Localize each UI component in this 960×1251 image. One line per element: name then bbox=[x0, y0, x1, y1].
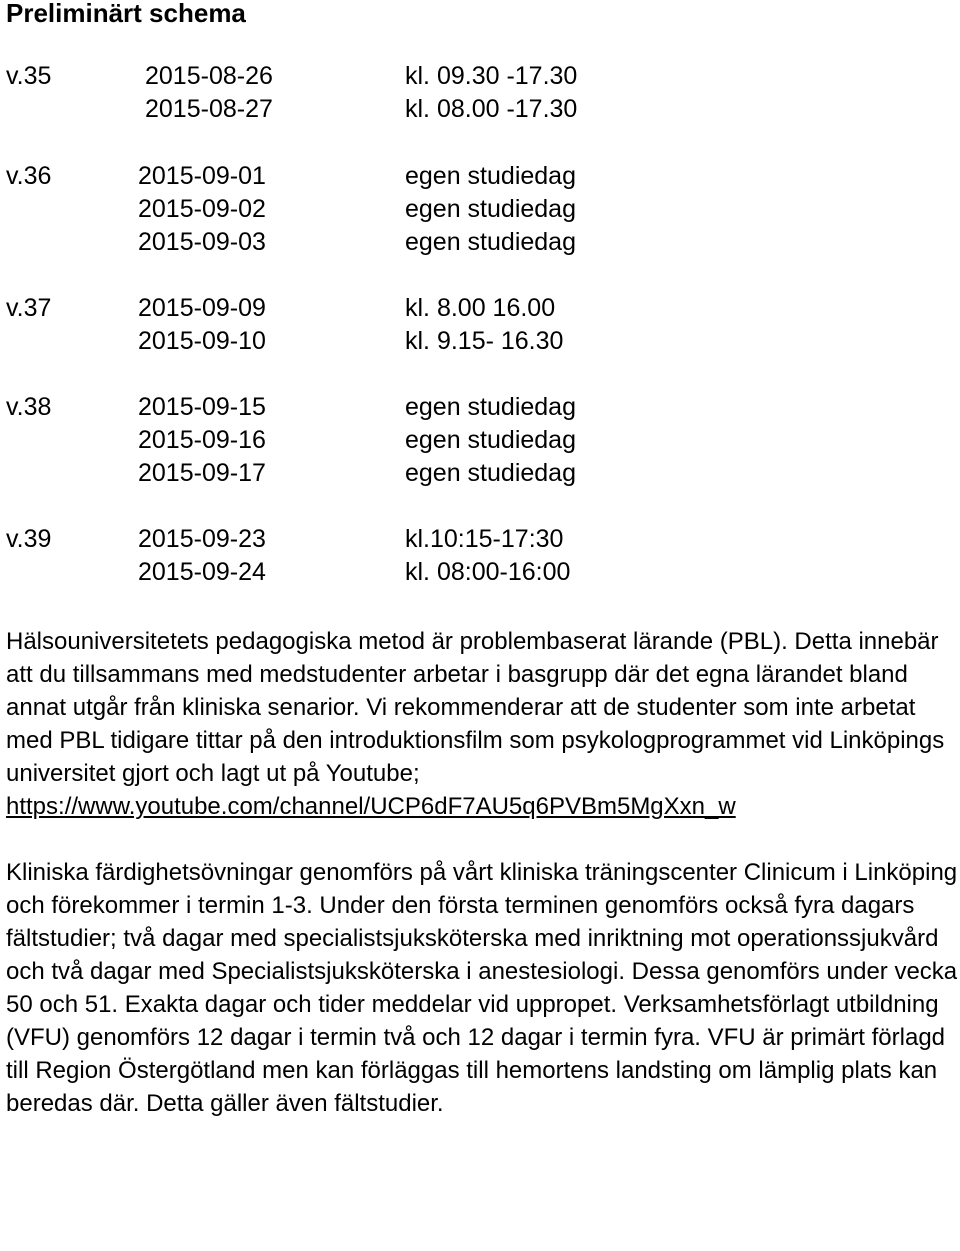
schedule-date: 2015-09-03 bbox=[138, 228, 266, 256]
schedule-date: 2015-09-23 bbox=[138, 525, 266, 553]
week-label: v.37 bbox=[6, 294, 52, 322]
schedule-activity: egen studiedag bbox=[405, 228, 576, 256]
schedule-activity: kl. 9.15- 16.30 bbox=[405, 327, 564, 355]
schedule-activity: kl. 09.30 -17.30 bbox=[405, 62, 578, 90]
body-text bbox=[6, 625, 960, 1120]
schedule-date: 2015-08-27 bbox=[145, 95, 273, 123]
page-title: Preliminärt schema bbox=[6, 0, 246, 28]
schedule-activity: kl. 08.00 -17.30 bbox=[405, 95, 578, 123]
week-label: v.36 bbox=[6, 162, 52, 190]
pbl-paragraph-text: Hälsouniversitetets pedagogiska metod är problembaserat lärande (PBL). Detta innebär att du tillsammans med medstudenter arbetar i basgrupp där det egna lärandet bland annat utgår från kliniska senarior. Vi rekommenderar att de studenter som inte arbetat med PBL tidigare tittar på den introduktionsfilm som psykologprogrammet vid Linköpings universitet gjort och lagt ut på Youtube; bbox=[6, 628, 945, 787]
week-label: v.35 bbox=[6, 62, 52, 90]
schedule-activity: egen studiedag bbox=[405, 459, 576, 487]
schedule-date: 2015-09-24 bbox=[138, 558, 266, 586]
week-label: v.38 bbox=[6, 393, 52, 421]
schedule-date: 2015-09-16 bbox=[138, 426, 266, 454]
schedule-activity: kl. 8.00 16.00 bbox=[405, 294, 556, 322]
schedule-activity: egen studiedag bbox=[405, 393, 576, 421]
pbl-paragraph bbox=[6, 625, 960, 823]
schedule-date: 2015-09-02 bbox=[138, 195, 266, 223]
schedule-activity: kl. 08:00-16:00 bbox=[405, 558, 571, 586]
clinical-training-paragraph: Kliniska färdighetsövningar genomförs på vårt kliniska träningscenter Clinicum i Linköping och förekommer i termin 1-3. Under den första terminen genomförs också fyra dagars fältstudier; två dagar med specialistsjuksköterska med inriktning mot operationssjukvård och två dagar med Specialistsjuksköterska i anestesiologi. Dessa genomförs under vecka 50 och 51. Exakta dagar och tider meddelar vid uppropet. Verksamhetsförlagt utbildning (VFU) genomförs 12 dagar i termin två och 12 dagar i termin fyra. VFU är primärt förlagd till Region Östergötland men kan förläggas till hemortens landsting om lämplig plats kan beredas där. Detta gäller även fältstudier. bbox=[6, 859, 958, 1117]
schedule-date: 2015-09-15 bbox=[138, 393, 266, 421]
schedule-date: 2015-09-17 bbox=[138, 459, 266, 487]
schedule-date: 2015-09-09 bbox=[138, 294, 266, 322]
schedule-activity: kl.10:15-17:30 bbox=[405, 525, 564, 553]
schedule-activity: egen studiedag bbox=[405, 426, 576, 454]
week-label: v.39 bbox=[6, 525, 52, 553]
schedule-date: 2015-08-26 bbox=[145, 62, 273, 90]
schedule-activity: egen studiedag bbox=[405, 162, 576, 190]
schedule-date: 2015-09-01 bbox=[138, 162, 266, 190]
schedule-activity: egen studiedag bbox=[405, 195, 576, 223]
youtube-link[interactable]: https://www.youtube.com/channel/UCP6dF7AU5q6PVBm5MgXxn_w bbox=[6, 793, 736, 820]
schedule-date: 2015-09-10 bbox=[138, 327, 266, 355]
